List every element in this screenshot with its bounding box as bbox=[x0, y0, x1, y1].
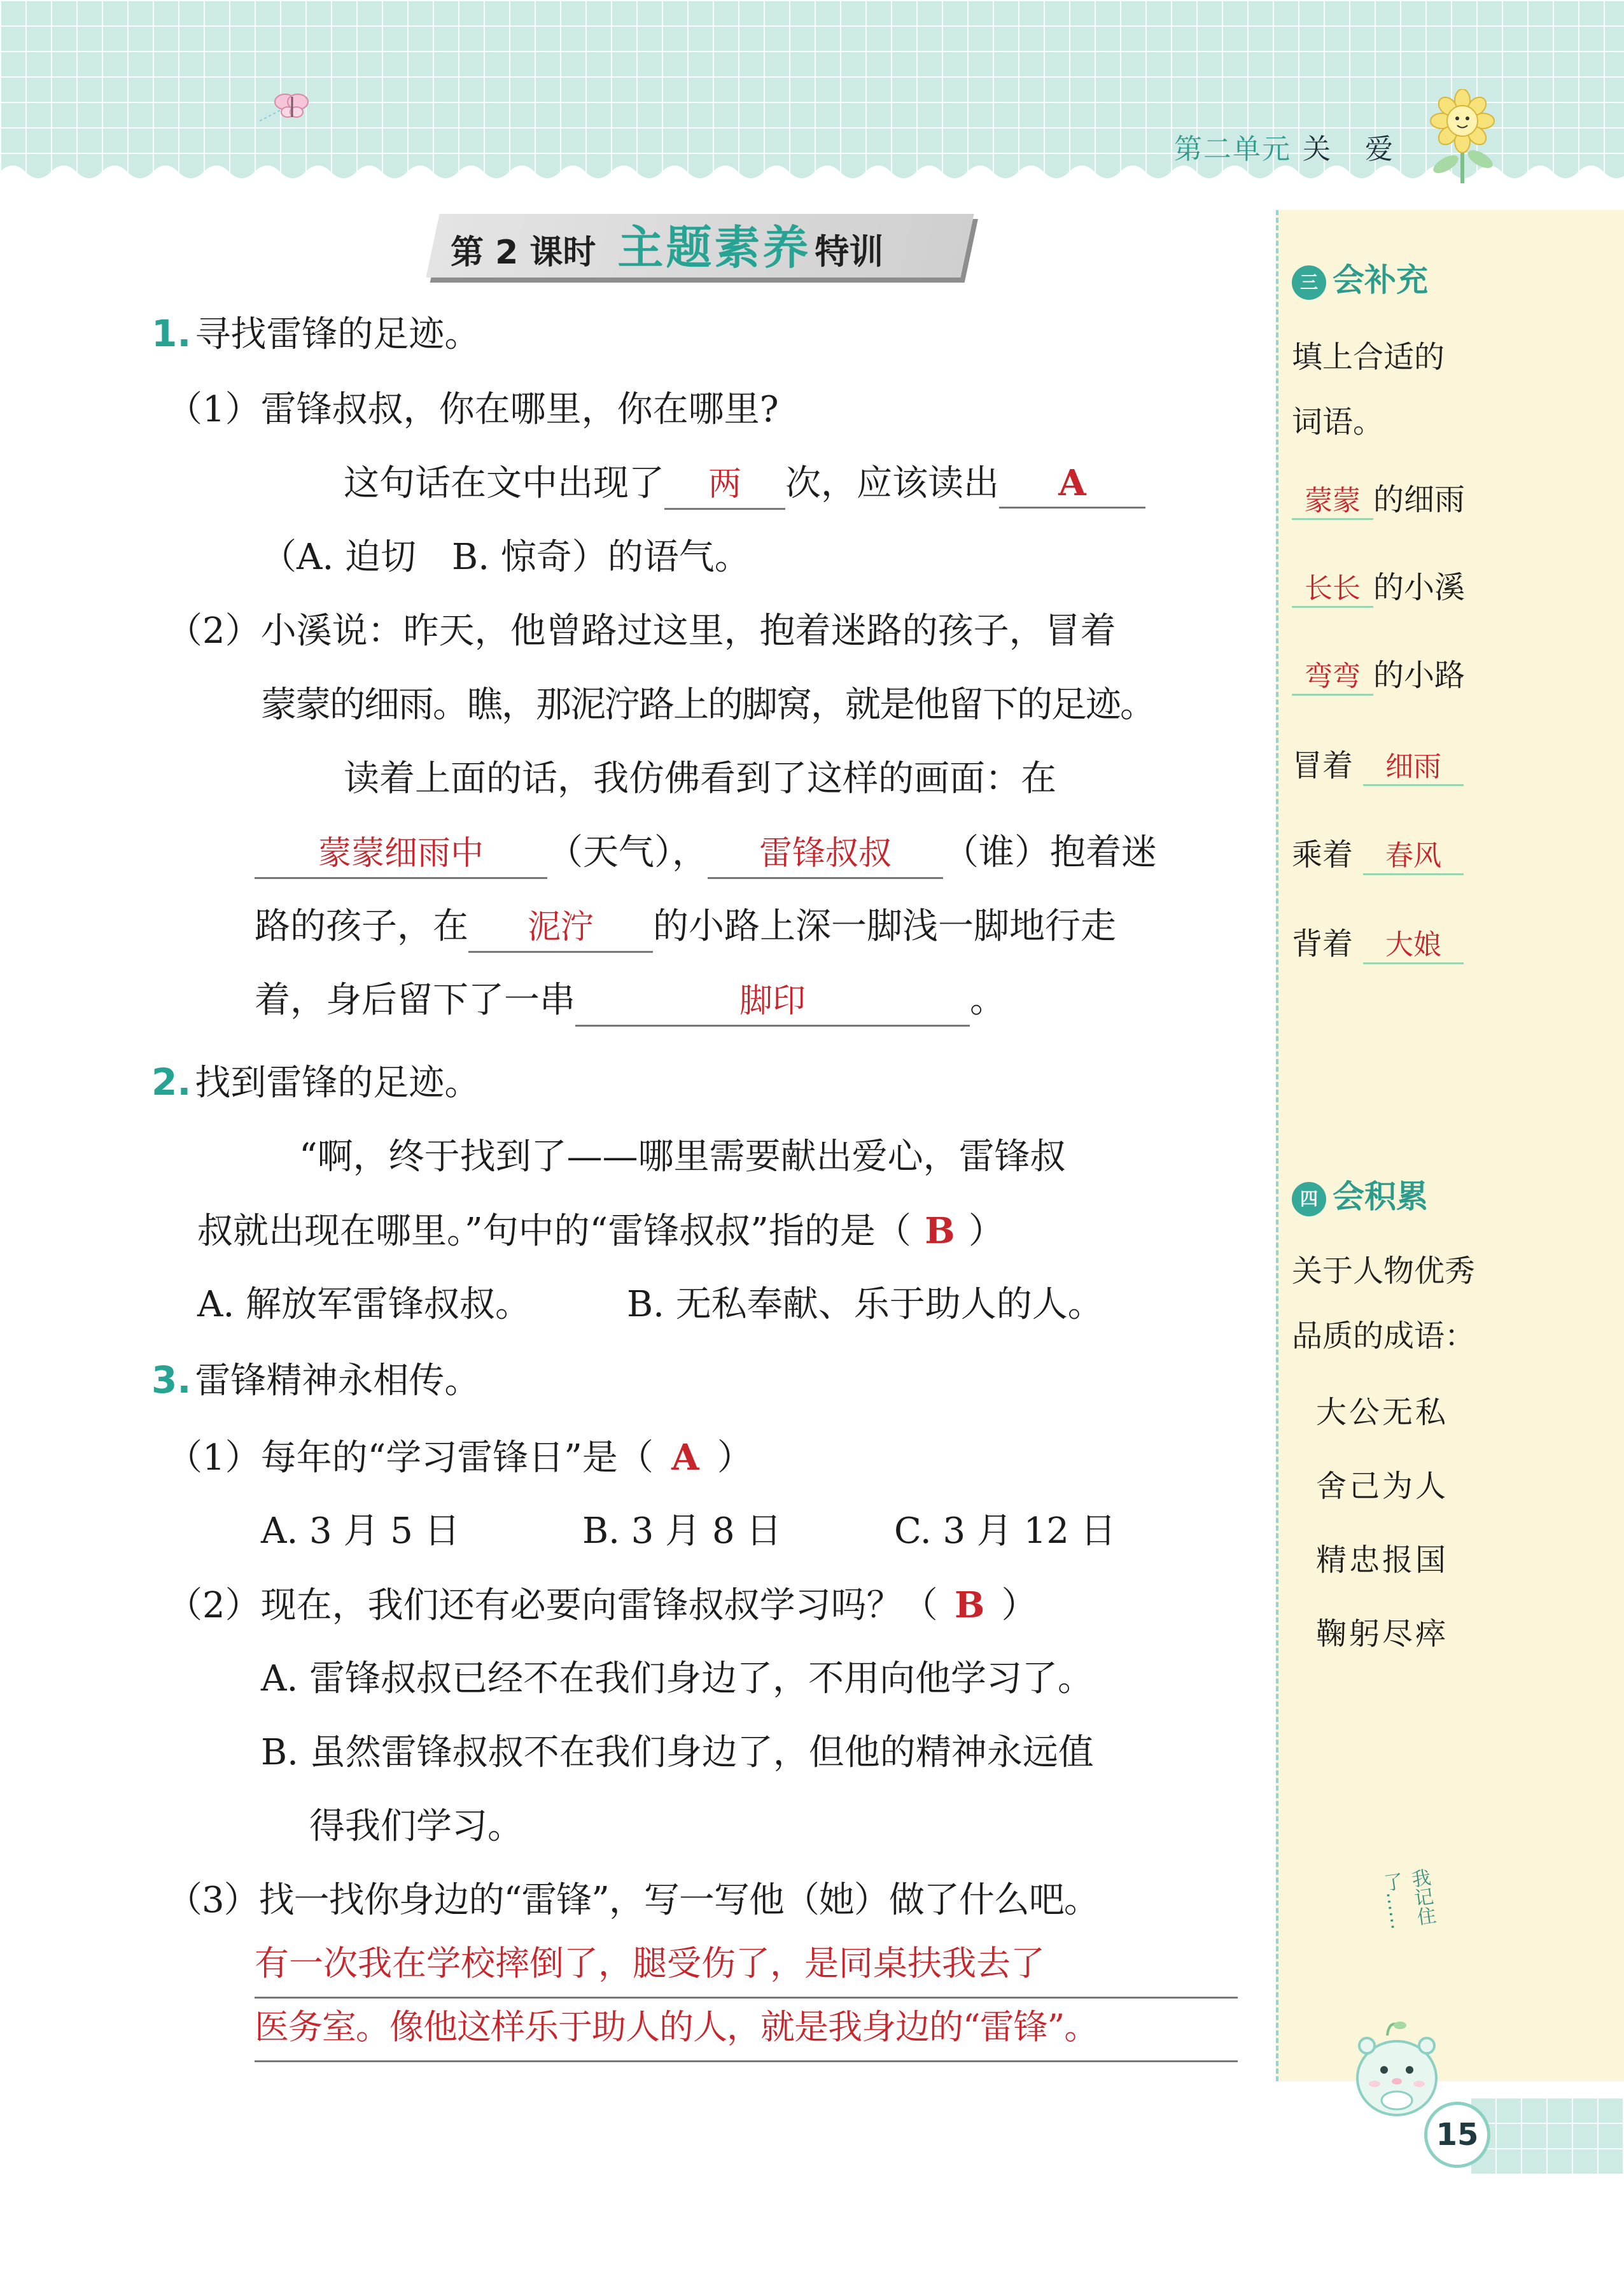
q3-1-question: 每年的“学习雷锋日”是（ bbox=[260, 1437, 654, 1479]
q1-1-number: （1） bbox=[167, 389, 261, 430]
q1-1-prompt: 这句话在文中出现了 bbox=[344, 463, 664, 504]
q1-text: 寻找雷锋的足迹。 bbox=[195, 314, 480, 355]
sidebar-sec3-title: 会补充 bbox=[1333, 262, 1428, 299]
q3-3-number: （3） bbox=[167, 1880, 259, 1921]
sidebar-sec3-prompt1: 填上合适的 bbox=[1292, 339, 1445, 375]
q3-2-answer[interactable]: B bbox=[954, 1584, 985, 1626]
idiom-item: 大公无私 bbox=[1316, 1395, 1449, 1430]
q3-1-number: （1） bbox=[167, 1437, 261, 1479]
q3-2-option-b-line2: 得我们学习。 bbox=[309, 1806, 523, 1847]
q1-number: 1. bbox=[151, 312, 192, 355]
lesson-title bbox=[451, 219, 883, 276]
idiom-item: 精忠报国 bbox=[1316, 1542, 1449, 1578]
sidebar-sec3-prompt2: 词语。 bbox=[1292, 404, 1384, 440]
q1-2-line2: 蒙蒙的细雨。瞧，那泥泞路上的脚窝，就是他留下的足迹。 bbox=[261, 684, 1154, 726]
q2-answer[interactable]: B bbox=[925, 1210, 955, 1252]
lesson-title-suffix: 特训 bbox=[815, 232, 884, 272]
q1-2-text: 小溪说：昨天，他曾路过这里，抱着迷路的孩子，冒着 bbox=[260, 610, 1116, 652]
sidebar-fill-text: 的细雨 bbox=[1373, 482, 1466, 517]
q3-2-option-a: A. 雷锋叔叔已经不在我们身边了，不用向他学习了。 bbox=[261, 1658, 1094, 1699]
sidebar-sec4-number: 四 bbox=[1292, 1182, 1326, 1216]
q3-2-option-b-line1: B. 虽然雷锋叔叔不在我们身边了，但他的精神永远值 bbox=[261, 1732, 1094, 1773]
lesson-main-title: 主题素养 bbox=[617, 221, 811, 274]
sidebar-verb-answer[interactable]: 细雨 bbox=[1363, 743, 1464, 786]
q2-heading bbox=[151, 1057, 480, 1107]
q1-2-trace-suffix: 。 bbox=[970, 980, 1005, 1021]
sidebar-fill-text: 的小路 bbox=[1373, 657, 1466, 693]
q1-1-tone-answer[interactable]: A bbox=[999, 462, 1145, 509]
q2-line2 bbox=[197, 1206, 1004, 1256]
q3-1-option-c: C. 3 月 12 日 bbox=[894, 1510, 1116, 1552]
footer-band bbox=[1470, 2097, 1624, 2174]
sidebar-verb-text: 乘着 bbox=[1292, 837, 1354, 873]
q1-1-line1 bbox=[167, 384, 779, 435]
q3-2-line bbox=[167, 1580, 1037, 1631]
sidebar-fill-answer[interactable]: 长长 bbox=[1292, 565, 1373, 608]
q1-2-who-label: （谁）抱着迷 bbox=[943, 832, 1157, 873]
q1-2-trace-prompt: 着，身后留下了一串 bbox=[255, 980, 575, 1021]
q2-option-b: B. 无私奉献、乐于助人的人。 bbox=[627, 1284, 1103, 1325]
sidebar-fill-row bbox=[1292, 475, 1465, 520]
sidebar-fill-answer[interactable]: 弯弯 bbox=[1292, 653, 1373, 696]
q1-2-road-answer[interactable]: 泥泞 bbox=[468, 906, 653, 953]
q2-question: 叔就出现在哪里。”句中的“雷锋叔叔”指的是（ bbox=[197, 1211, 911, 1252]
sidebar-fill-row bbox=[1292, 563, 1465, 608]
q1-2-trace-answer[interactable]: 脚印 bbox=[575, 980, 970, 1027]
sidebar-verb-text: 冒着 bbox=[1292, 748, 1354, 784]
q1-1-prompt-b: 次，应该读出 bbox=[785, 463, 999, 504]
q3-1-close: ） bbox=[717, 1437, 753, 1479]
idiom-item: 舍己为人 bbox=[1316, 1468, 1449, 1504]
q3-1-option-a: A. 3 月 5 日 bbox=[261, 1510, 460, 1552]
q2-close: ） bbox=[968, 1211, 1004, 1252]
q1-1-count-answer[interactable]: 两 bbox=[664, 463, 785, 510]
q1-heading bbox=[151, 308, 480, 359]
hamster-icon bbox=[1349, 2018, 1445, 2120]
sidebar-verb-row bbox=[1292, 741, 1464, 786]
q3-heading bbox=[151, 1354, 480, 1405]
q3-3-answer-line1[interactable]: 有一次我在学校摔倒了，腿受伤了，是同桌扶我去了 bbox=[255, 1935, 1238, 1999]
q3-3-line bbox=[167, 1875, 1099, 1926]
sidebar-fill-answer[interactable]: 蒙蒙 bbox=[1292, 477, 1373, 520]
sidebar-fill-text: 的小溪 bbox=[1373, 570, 1466, 605]
lesson-number: 第 2 课时 bbox=[451, 234, 596, 272]
idiom-item: 鞠躬尽瘁 bbox=[1316, 1616, 1449, 1652]
q1-1-line3: （A. 迫切 B. 惊奇）的语气。 bbox=[261, 537, 750, 578]
q1-2-line4 bbox=[255, 827, 1157, 878]
sidebar-verb-text: 背着 bbox=[1292, 926, 1354, 962]
q1-2-line3: 读着上面的话，我仿佛看到了这样的画面：在 bbox=[344, 758, 1056, 799]
q2-text: 找到雷锋的足迹。 bbox=[195, 1062, 480, 1104]
q1-2-line1 bbox=[167, 606, 1116, 657]
butterfly-icon bbox=[253, 83, 314, 134]
q1-2-number: （2） bbox=[167, 610, 261, 652]
q1-2-line5 bbox=[255, 901, 1116, 952]
sidebar-sec3-heading bbox=[1292, 255, 1428, 300]
q1-2-road-prompt: 路的孩子，在 bbox=[255, 906, 468, 947]
q1-1-line2 bbox=[344, 458, 1145, 509]
q3-2-close: ） bbox=[1001, 1585, 1037, 1626]
q3-2-number: （2） bbox=[167, 1585, 261, 1626]
unit-topic: 关 爱 bbox=[1303, 133, 1406, 165]
q3-2-question: 现在，我们还有必要向雷锋叔叔学习吗？（ bbox=[260, 1585, 938, 1626]
q3-1-line bbox=[167, 1432, 753, 1483]
sidebar-verb-answer[interactable]: 大娘 bbox=[1363, 922, 1464, 964]
sidebar-sec4-heading bbox=[1292, 1171, 1428, 1217]
sidebar-sec4-prompt1: 关于人物优秀 bbox=[1292, 1253, 1476, 1289]
sidebar-sec3-number: 三 bbox=[1292, 265, 1326, 300]
q1-2-road-suffix: 的小路上深一脚浅一脚地行走 bbox=[653, 906, 1116, 947]
q1-2-weather-answer[interactable]: 蒙蒙细雨中 bbox=[255, 833, 547, 879]
q1-1-text: 雷锋叔叔，你在哪里，你在哪里? bbox=[260, 389, 779, 430]
q3-1-answer[interactable]: A bbox=[671, 1437, 699, 1479]
sidebar-verb-row bbox=[1292, 919, 1464, 964]
q3-3-question: 找一找你身边的“雷锋”，写一写他（她）做了什么吧。 bbox=[258, 1880, 1099, 1921]
sidebar-sec4-title: 会积累 bbox=[1333, 1178, 1428, 1215]
sidebar-sec4-prompt2: 品质的成语： bbox=[1292, 1318, 1476, 1354]
q3-1-option-b: B. 3 月 8 日 bbox=[582, 1510, 782, 1552]
sunflower-icon bbox=[1418, 89, 1507, 185]
q3-number: 3. bbox=[151, 1358, 192, 1402]
q1-2-weather-label: （天气）， bbox=[547, 832, 708, 873]
q3-3-answer-line2[interactable]: 医务室。像他这样乐于助人的人，就是我身边的“雷锋”。 bbox=[255, 1999, 1238, 2062]
sidebar-fill-row bbox=[1292, 650, 1465, 696]
page-number: 15 bbox=[1424, 2102, 1490, 2168]
sidebar-verb-answer[interactable]: 春风 bbox=[1363, 833, 1464, 875]
q3-text: 雷锋精神永相传。 bbox=[195, 1360, 480, 1402]
q2-line1: “啊，终于找到了——哪里需要献出爱心，雷锋叔 bbox=[299, 1136, 1066, 1178]
q1-2-line6 bbox=[255, 975, 1005, 1026]
sidebar-verb-row bbox=[1292, 830, 1464, 875]
q2-number: 2. bbox=[151, 1060, 192, 1104]
unit-label bbox=[1174, 126, 1406, 167]
q2-option-a: A. 解放军雷锋叔叔。 bbox=[197, 1284, 531, 1325]
memo-label: 我记住了…… bbox=[1378, 1867, 1437, 1931]
q1-2-who-answer[interactable]: 雷锋叔叔 bbox=[708, 833, 943, 879]
unit-name: 第二单元 bbox=[1174, 133, 1291, 165]
